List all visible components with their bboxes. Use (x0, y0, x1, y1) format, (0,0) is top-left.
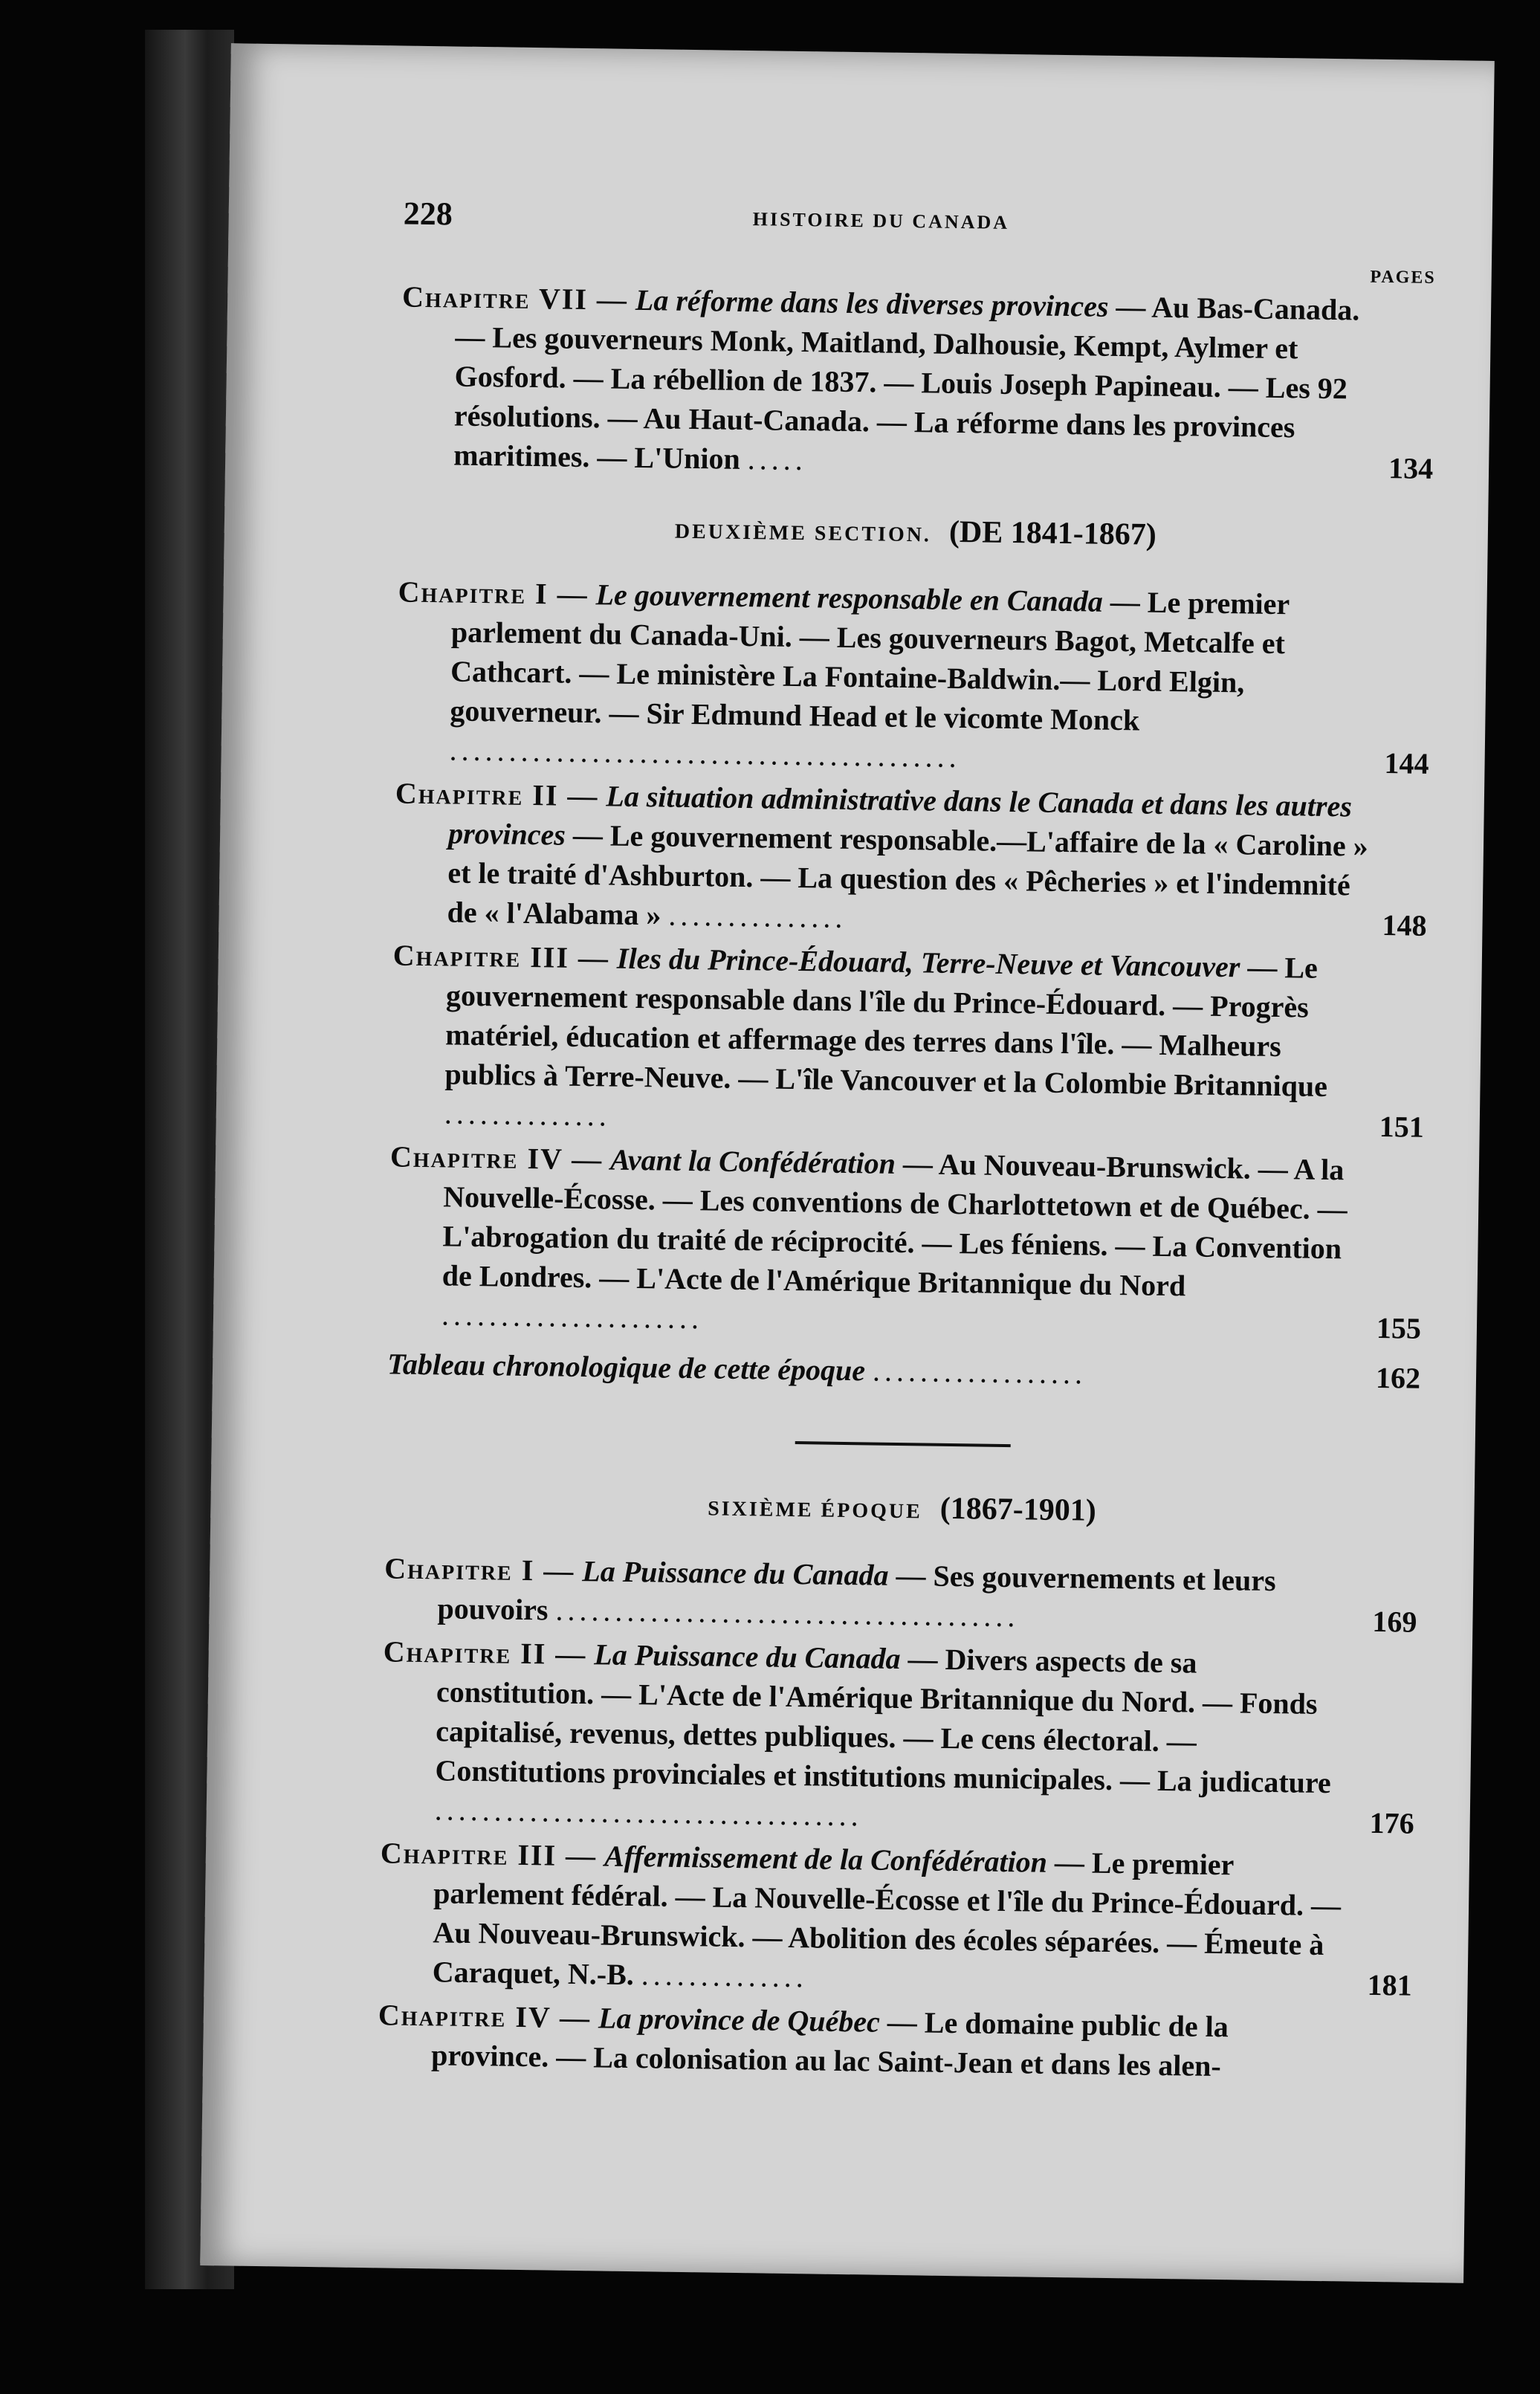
section-divider (795, 1441, 1011, 1447)
dot-leader: .................. (872, 1353, 1087, 1391)
page-reference: 144 (1384, 746, 1429, 780)
dot-leader: ...................... (441, 1298, 704, 1336)
chapter-title: La réforme dans les diverses provinces (635, 282, 1109, 323)
chapter-label: Chapitre IV — (378, 1998, 592, 2035)
section-heading (399, 506, 1433, 556)
dot-leader: ....................................... (555, 1593, 1020, 1634)
chapter-label: Chapitre II — (383, 1634, 587, 1672)
chapter-title: La province de Québec (598, 2001, 881, 2039)
toc-entry (393, 773, 1429, 945)
page-reference: 151 (1379, 1109, 1425, 1144)
dot-leader: .................................... (434, 1793, 864, 1833)
dot-leader: ..... (747, 442, 808, 477)
chapter-label: Chapitre I — (384, 1551, 575, 1588)
dot-leader: .............. (641, 1958, 809, 1994)
page-reference: 148 (1382, 908, 1427, 942)
dot-leader: ............... (668, 898, 847, 934)
toc-entry (391, 935, 1427, 1146)
chapter-summary: — Le premier parlement du Canada-Uni. — Les gouverneurs Bagot, Metcalfe et Cathcart. — Le ministère La Fontaine-Baldwin.— Lord Elgin, gouverneur. — Sir Edmund Head et le vicomte Monck (450, 584, 1290, 737)
chapter-title: La situation administrative dans le Canada et dans les autres provinces (447, 779, 1353, 852)
chapter-label: Chapitre I — (398, 575, 589, 612)
tableau-title: Tableau chronologique de cette époque (386, 1347, 866, 1388)
chapter-title: La Puissance du Canada (582, 1554, 889, 1592)
chapter-summary: — Ses gouvernements et leurs pouvoirs (437, 1558, 1276, 1627)
chapter-title: Le gouvernement responsable en Canada (595, 578, 1104, 618)
toc-entry (384, 1548, 1417, 1641)
chapter-summary: — Le gouvernement responsable.—L'affaire de la « Caroline » et le traité d'Ashburton. — La question des « Pêcheries » et l'indemnité de « l'Alabama » (447, 818, 1369, 932)
chapter-summary: — Au Nouveau-Brunswick. — A la Nouvelle-Écosse. — Les conventions de Charlottetown et de Québec. — L'abrogation du traité de réciprocité. — Les féniens. — La Convention de Londres. — L'Acte de l'Amérique Britannique du Nord (441, 1146, 1348, 1303)
section-range: (DE 1841-1867) (948, 514, 1157, 552)
toc-entry (395, 572, 1431, 783)
page-reference: 169 (1372, 1604, 1417, 1639)
chapter-title: Iles du Prince-Édouard, Terre-Neuve et Vancouver (616, 941, 1240, 984)
toc-entry (388, 1136, 1424, 1348)
chapter-label: Chapitre III — (392, 938, 610, 975)
page-reference: 155 (1376, 1310, 1422, 1345)
chapter-title: La Puissance du Canada (594, 1637, 901, 1676)
chapter-summary: — Le domaine public de la province. — La colonisation au lac Saint-Jean et dans les alen- (430, 2005, 1229, 2083)
epoch-label: SIXIÈME ÉPOQUE (707, 1497, 922, 1524)
chapter-summary: — Divers aspects de sa constitution. — L'Acte de l'Amérique Britannique du Nord. — Fonds capitalisé, revenus, dettes publiques. — Le cens électoral. — Constitutions provinciales et institutions municipales. — La judicature (435, 1642, 1332, 1800)
toc-entry (378, 1833, 1414, 2005)
chapter-summary: — Le gouvernement responsable dans l'île du Prince-Édouard. — Progrès matériel, éducation et affermage des terres dans l'île. — Malheurs publics à Terre-Neuve. — L'île Vancouver et la Colombie Britannique (444, 950, 1328, 1104)
chapter-label: Chapitre IV — (389, 1139, 604, 1177)
book-page (200, 43, 1495, 2283)
chapter-summary: — Au Bas-Canada. — Les gouverneurs Monk, Maitland, Dalhousie, Kempt, Aylmer et Gosford. — La rébellion de 1837. — Louis Joseph Papineau. — Les 92 résolutions. — Au Haut-Canada. — La réforme dans les provinces maritimes. — L'Union (453, 289, 1360, 476)
page-number: 228 (403, 195, 453, 233)
page-header (403, 187, 1437, 261)
page-reference: 176 (1369, 1805, 1414, 1840)
running-title: HISTOIRE DU CANADA (752, 208, 1010, 233)
chapter-summary: — Le premier parlement fédéral. — La Nouvelle-Écosse et l'île du Prince-Édouard. — Au Nouveau-Brunswick. — Abolition des écoles séparées. — Émeute à Caraquet, N.-B. (432, 1845, 1342, 1992)
section-label: DEUXIÈME SECTION. (674, 520, 932, 547)
toc-entry (400, 277, 1436, 488)
page-reference: 134 (1388, 451, 1434, 485)
chapter-label: Chapitre VII — (401, 279, 629, 317)
toc-entry (381, 1631, 1417, 1843)
page-reference: 181 (1367, 1967, 1412, 2002)
chapter-title: Affermissement de la Confédération (604, 1839, 1048, 1879)
chapter-label: Chapitre III — (380, 1836, 598, 1873)
page-reference: 162 (1375, 1360, 1421, 1395)
epoch-heading (385, 1483, 1419, 1533)
dot-leader: ........................................... (449, 733, 961, 774)
chapter-title: Avant la Confédération (609, 1142, 896, 1180)
toc-entry-tableau (387, 1344, 1421, 1397)
toc-entry (378, 1995, 1411, 2088)
dot-leader: .............. (444, 1096, 612, 1133)
chapter-label: Chapitre II — (395, 776, 599, 813)
pages-column-label: PAGES (1370, 267, 1436, 288)
page-content (378, 187, 1437, 2093)
epoch-range: (1867-1901) (939, 1491, 1097, 1528)
